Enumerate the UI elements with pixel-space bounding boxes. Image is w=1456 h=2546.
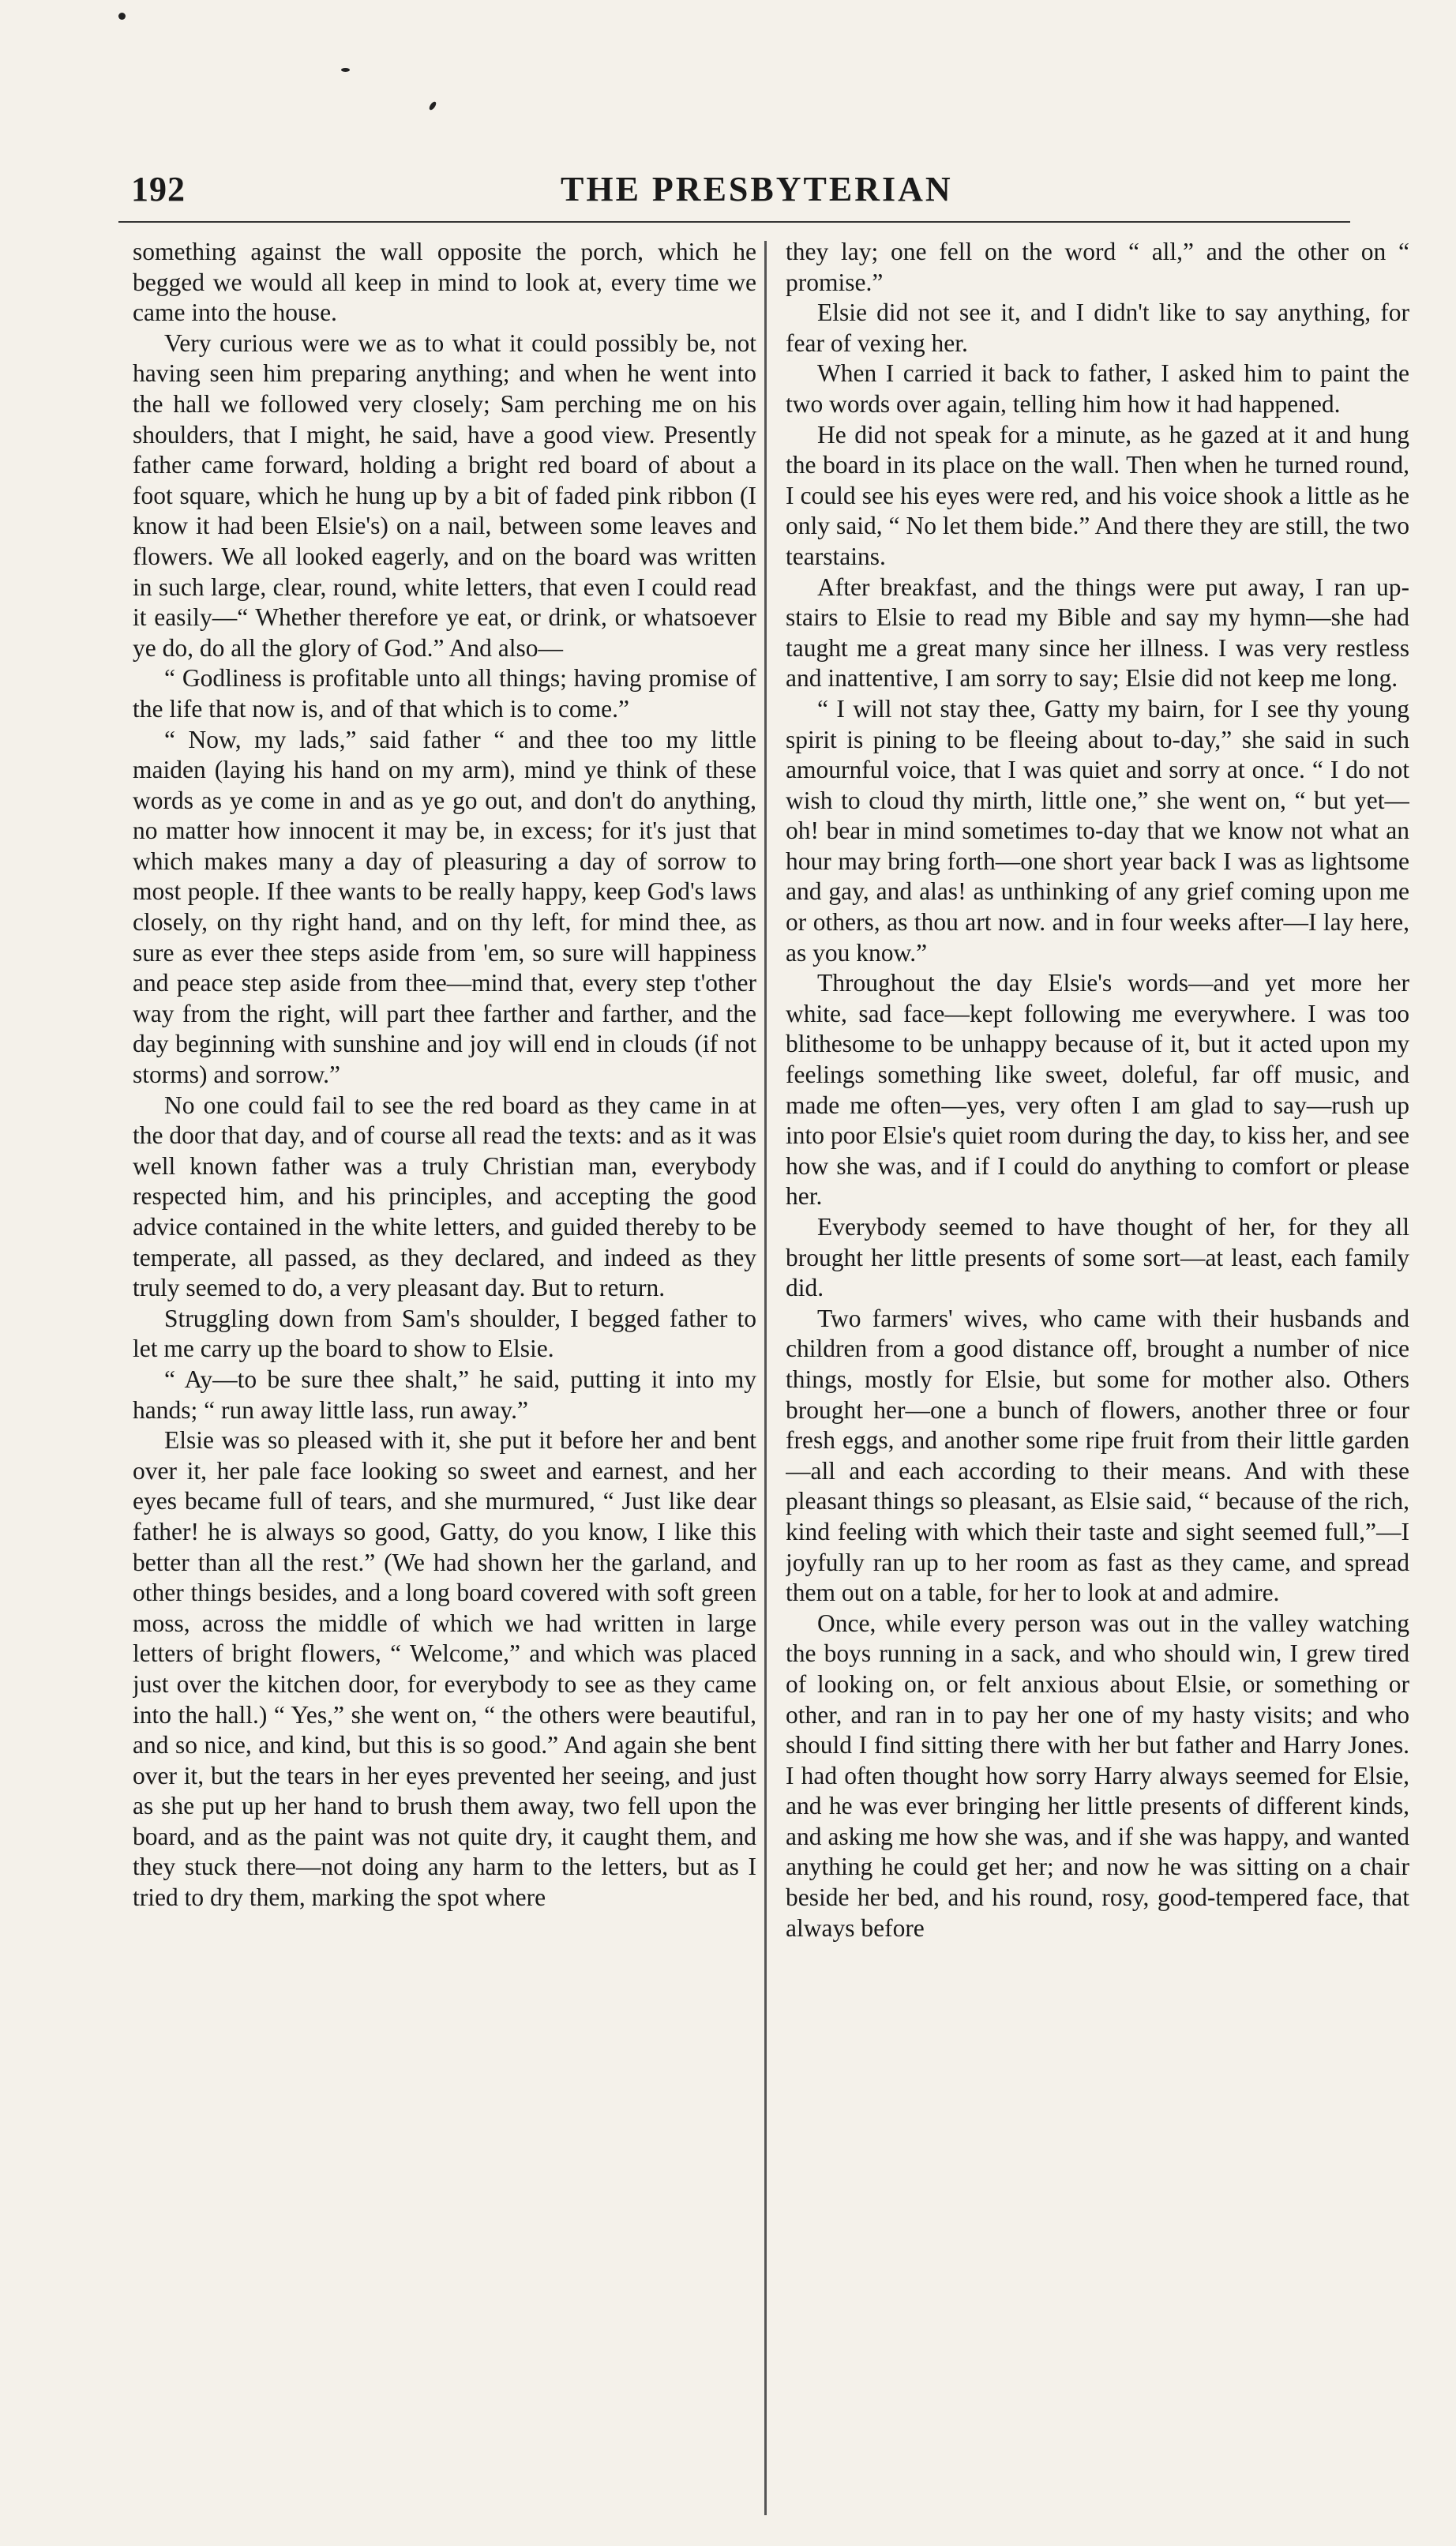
running-head: THE PRESBYTERIAN [561, 170, 953, 208]
paragraph: Struggling down from Sam's shoulder, I begged father to let me carry up the board to show to Elsie. [133, 1304, 756, 1363]
paragraph: Elsie did not see it, and I didn't like to say anything, for fear of vexing her. [786, 299, 1409, 357]
paragraph: Very curious were we as to what it could possibly be, not having seen him preparing anything; and when he went into the hall we followed very closely; Sam perching me on his shoulders, that I might, he said, have a good view. Presently father came forward, holding a bright red board of about a foot square, which he hung up by a bit of faded pink ribbon (I know it had been Elsie's) on a nail, between some leaves and flowers. We all looked eagerly, and on the board was written in such large, clear, round, white letters, that even I could read it easily—“ Whether therefore ye eat, or drink, or whatsoever ye do, do all the glory of God.” And also— [133, 329, 756, 662]
paragraph: No one could fail to see the red board as they came in at the door that day, and of course all read the texts: and as it was well known father was a truly Christian man, everybody respected him, and his principles, and accepting the good advice contained in the white letters, and guided thereby to be temperate, all passed, as they declared, and indeed as they truly seemed to do, a very pleasant day. But to return. [133, 1091, 756, 1302]
ink-speck [118, 13, 126, 20]
page-number: 192 [131, 170, 186, 208]
paragraph: Once, while every person was out in the valley watching the boys running in a sack, and who should win, I grew tired of looking on, or felt anxious about Elsie, or something or other, and ran in to pay her one of my hasty visits; and who should I find sitting there with her but father and Harry Jones. I had often thought how sorry Harry always seemed for Elsie, and he was ever bringing her little presents of different kinds, and asking me how she was, and if she was happy, and wanted anything he could get her; and now he was sitting on a chair beside her bed, and his round, rosy, good-tempered face, that always before [786, 1609, 1409, 1942]
page-header [118, 158, 1350, 223]
ink-speck [428, 100, 437, 111]
paragraph: they lay; one fell on the word “ all,” and the other on “ promise.” [786, 238, 1409, 296]
paragraph: Two farmers' wives, who came with their husbands and children from a good distance off, brought a number of nice things, mostly for Elsie, but some for mother also. Others brought her—one a bunch of flowers, another three or four fresh eggs, and another some ripe fruit from their little garden—all and each according to their means. And with these pleasant things so pleasant, as Elsie said, “ because of the rich, kind feeling with which their taste and sight seemed full,”—I joyfully ran up to her room as fast as they came, and spread them out on a table, for her to look at and admire. [786, 1304, 1409, 1607]
paragraph: Throughout the day Elsie's words—and yet more her white, sad face—kept following me everywhere. I was too blithesome to be unhappy because of it, but it acted upon my feelings something like sweet, doleful, far off music, and made me often—yes, very often I am glad to say—rush up into poor Elsie's quiet room during the day, to kiss her, and see how she was, and if I could do anything to comfort or please her. [786, 969, 1409, 1211]
right-column [786, 237, 1409, 2527]
paragraph: When I carried it back to father, I asked him to paint the two words over again, telling him how it had happened. [786, 359, 1409, 418]
paragraph: “ Godliness is profitable unto all things; having promise of the life that now is, and of that which is to come.” [133, 664, 756, 723]
paragraph: He did not speak for a minute, as he gazed at it and hung the board in its place on the wall. Then when he turned round, I could see his eyes were red, and his voice shook a little as he only said, “ No let them bide.” And there they are still, the two tearstains. [786, 420, 1409, 570]
paragraph: After breakfast, and the things were put away, I ran up-stairs to Elsie to read my Bible and say my hymn—she had taught me a great many since her illness. I was very restless and inattentive, I am sorry to say; Elsie did not keep me long. [786, 573, 1409, 693]
paragraph: Everybody seemed to have thought of her, for they all brought her little presents of some sort—at least, each family did. [786, 1213, 1409, 1302]
paragraph: “ Ay—to be sure thee shalt,” he said, putting it into my hands; “ run away little lass, run away.” [133, 1365, 756, 1424]
paragraph: “ I will not stay thee, Gatty my bairn, for I see thy young spirit is pining to be fleeing about to-day,” she said in such amournful voice, that I was quiet and sorry at once. “ I do not wish to cloud thy mirth, little one,” she went on, “ but yet—oh! bear in mind sometimes to-day that we know not what an hour may bring forth—one short year back I was as lightsome and gay, and alas! as unthinking of any grief coming upon me or others, as thou art now. and in four weeks after—I lay here, as you know.” [786, 694, 1409, 967]
paragraph: something against the wall opposite the porch, which he begged we would all keep in mind to look at, every time we came into the house. [133, 238, 756, 327]
ink-speck [341, 68, 350, 72]
left-column [133, 237, 756, 2527]
column-divider [764, 241, 767, 2515]
paragraph: Elsie was so pleased with it, she put it before her and bent over it, her pale face looking so sweet and earnest, and her eyes became full of tears, and she murmured, “ Just like dear father! he is always so good, Gatty, do you know, I like this better than all the rest.” (We had shown her the garland, and other things besides, and a long board covered with soft green moss, across the middle of which we had written in large letters of bright flowers, “ Welcome,” and which was placed just over the kitchen door, for everybody to see as they came into the hall.) “ Yes,” she went on, “ the others were beautiful, and so nice, and kind, but this is so good.” And again she bent over it, but the tears in her eyes prevented her seeing, and just as she put up her hand to brush them away, two fell upon the board, and as the paint was not quite dry, it caught them, and they stuck there—not doing any harm to the letters, but as I tried to dry them, marking the spot where [133, 1426, 756, 1912]
paragraph: “ Now, my lads,” said father “ and thee too my little maiden (laying his hand on my arm), mind ye think of these words as ye come in and as ye go out, and don't do anything, no matter how innocent it may be, in excess; for it's just that which makes many a day of pleasuring a day of sorrow to most people. If thee wants to be really happy, keep God's laws closely, on thy right hand, and on thy left, for mind thee, as sure as ever thee steps aside from 'em, so sure will happiness and peace step aside from thee—mind that, every step t'other way from the right, will part thee farther and farther, and the day beginning with sunshine and joy will end in clouds (if not storms) and sorrow.” [133, 725, 756, 1089]
